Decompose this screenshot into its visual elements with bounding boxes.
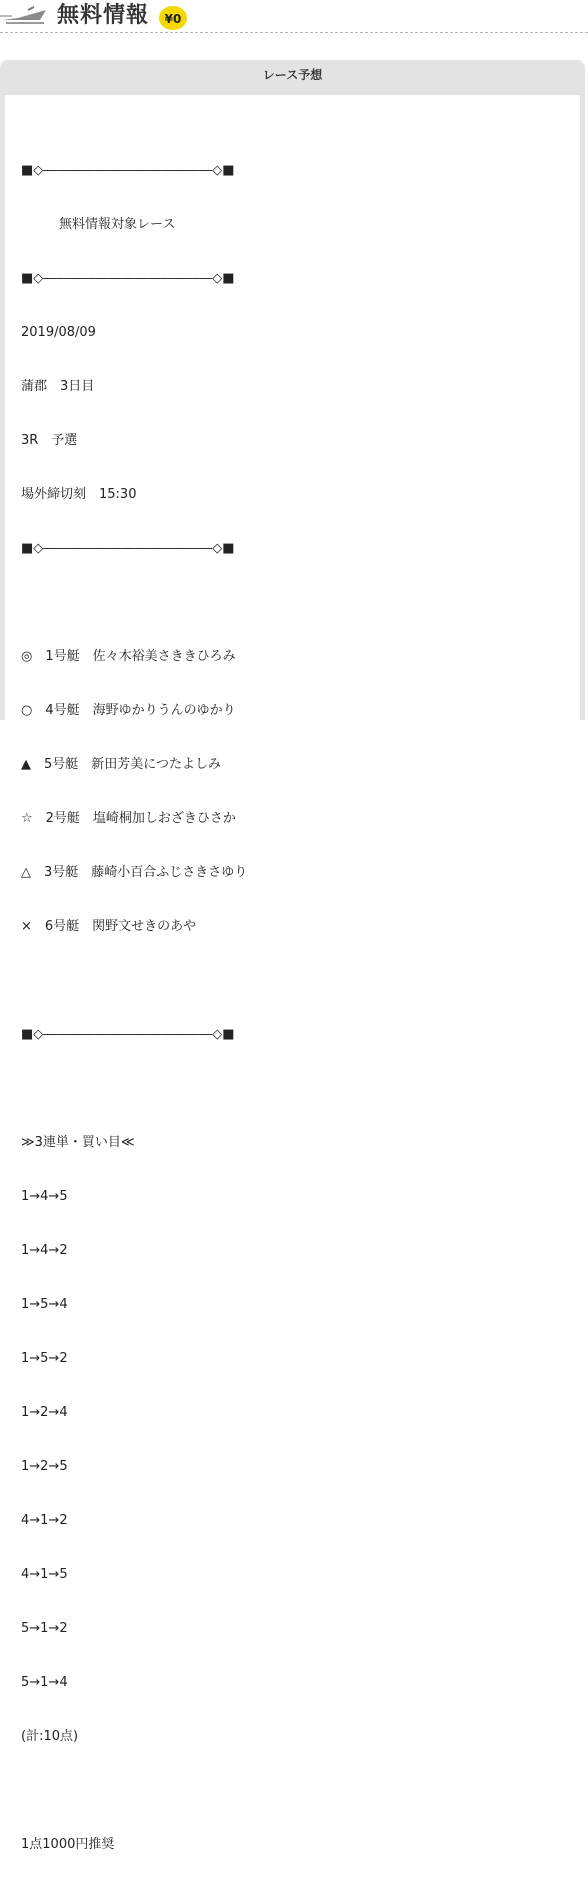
yen-badge bbox=[158, 5, 188, 31]
spacer bbox=[21, 594, 247, 612]
page-header bbox=[0, 0, 588, 34]
bet-recommendation: 1点1000円推奨 bbox=[21, 1837, 115, 1852]
bet-line: 5→1→4 bbox=[21, 1675, 68, 1690]
bet-line: 1→5→2 bbox=[21, 1351, 68, 1366]
separator-line: ■◇―――――――――――――◇■ bbox=[21, 1027, 235, 1042]
target-race-heading: 無料情報対象レース bbox=[59, 217, 176, 232]
spacer bbox=[21, 972, 247, 990]
bet-total: (計:10点) bbox=[21, 1729, 79, 1744]
race-venue: 蒲郡 3日目 bbox=[21, 379, 95, 394]
bet-heading: ≫3連単・買い目≪ bbox=[21, 1135, 135, 1150]
page-title: 無料情報 bbox=[57, 3, 150, 28]
separator-line: ■◇―――――――――――――◇■ bbox=[21, 541, 235, 556]
prediction-text bbox=[21, 126, 247, 1890]
header-divider bbox=[0, 32, 588, 33]
bet-line: 1→4→5 bbox=[21, 1189, 68, 1204]
bet-line: 1→2→4 bbox=[21, 1405, 68, 1420]
svg-text:¥0: ¥0 bbox=[164, 12, 182, 26]
pick-line: ▲ 5号艇 新田芳美につたよしみ bbox=[21, 757, 222, 772]
boat-icon bbox=[0, 4, 50, 26]
bet-line: 1→2→5 bbox=[21, 1459, 68, 1474]
separator-line: ■◇―――――――――――――◇■ bbox=[21, 163, 235, 178]
pick-line: ◎ 1号艇 佐々木裕美さききひろみ bbox=[21, 649, 236, 664]
bet-line: 4→1→5 bbox=[21, 1567, 68, 1582]
pick-line: ☆ 2号艇 塩崎桐加しおざきひさか bbox=[21, 811, 236, 826]
bet-line: 5→1→2 bbox=[21, 1621, 68, 1636]
race-prediction-panel bbox=[0, 60, 585, 1852]
pick-line: × 6号艇 関野文せきのあや bbox=[21, 919, 197, 934]
panel-body bbox=[5, 95, 580, 1852]
race-number: 3R 予選 bbox=[21, 433, 78, 448]
pick-line: ○ 4号艇 海野ゆかりうんのゆかり bbox=[21, 703, 236, 718]
bet-line: 1→5→4 bbox=[21, 1297, 68, 1312]
spacer bbox=[21, 1782, 247, 1800]
race-date: 2019/08/09 bbox=[21, 325, 96, 340]
pick-line: △ 3号艇 藤崎小百合ふじさきさゆり bbox=[21, 865, 248, 880]
bet-line: 1→4→2 bbox=[21, 1243, 68, 1258]
panel-title: レース予想 bbox=[262, 68, 323, 82]
separator-line: ■◇―――――――――――――◇■ bbox=[21, 271, 235, 286]
race-deadline: 場外締切刻 15:30 bbox=[21, 487, 137, 502]
spacer bbox=[21, 1080, 247, 1098]
bet-line: 4→1→2 bbox=[21, 1513, 68, 1528]
